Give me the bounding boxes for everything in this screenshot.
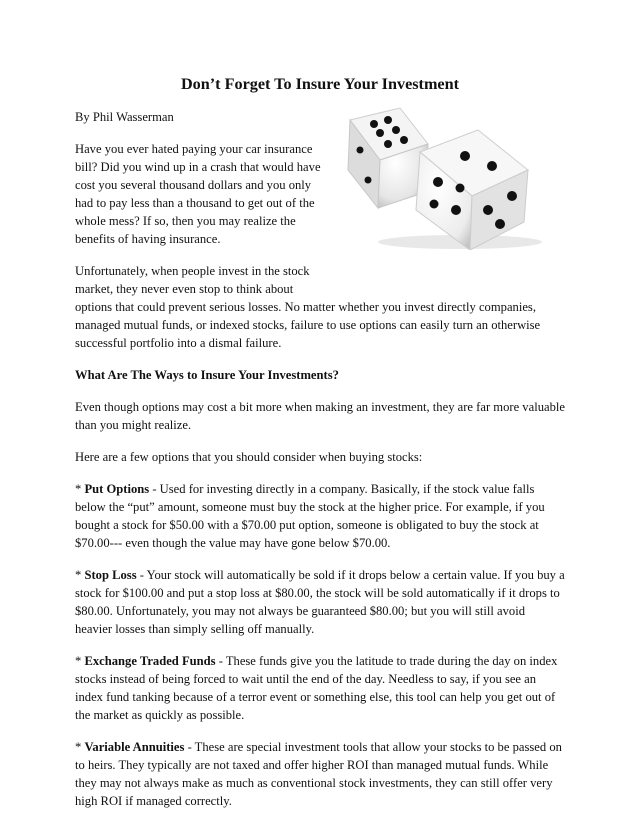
bullet: * bbox=[75, 482, 82, 496]
item-text: - Used for investing directly in a company. Basically, if the stock value falls below the “put” amount, someone must buy the stock at the higher price. For example, if you bought a stock for $50.00 with a $70.00 put option, someone is obligated to buy the stock at $70.00--- even though the value may have gone below $70.00. bbox=[75, 482, 545, 550]
intro-paragraph-2 bbox=[75, 262, 565, 352]
intro-paragraph-2-wrapped: Unfortunately, when people invest in the stock market, they never even stop to think about bbox=[75, 264, 310, 296]
list-item bbox=[75, 738, 565, 810]
bullet: * bbox=[75, 654, 82, 668]
item-text: - These are special investment tools that allow your stocks to be passed on to heirs. They typically are not taxed and offer higher ROI than managed mutual funds. While they may not always make as much as conventional stock investments, they can still offer very high ROI if managed correctly. bbox=[75, 740, 562, 808]
intro-paragraph-2-rest: options that could prevent serious losses. No matter whether you invest directly companies, managed mutual funds, or indexed stocks, failure to use options can easily turn an otherwise successful portfolio into a dismal failure. bbox=[75, 300, 541, 350]
item-term: Stop Loss bbox=[84, 568, 137, 582]
options-paragraph: Even though options may cost a bit more when making an investment, they are far more valuable than you might realize. bbox=[75, 400, 565, 432]
intro-paragraph-1: Have you ever hated paying your car insurance bill? Did you wind up in a crash that would have cost you several thousand dollars and you only had to pay less than a thousand to get out of the whole mess? If so, then you may realize the benefits of having insurance. bbox=[75, 142, 321, 246]
item-text: - Your stock will automatically be sold if it drops below a certain value. If you buy a stock for $100.00 and put a stop loss at $80.00, the stock will be sold automatically if it drops to $80.00. Unfortunately, you may not always be guaranteed $80.00; but you will still avoid heavier losses than simply selling off manually. bbox=[75, 568, 565, 636]
item-text: - These funds give you the latitude to trade during the day on index stocks instead of being forced to wait until the end of the day. Needless to say, if you see an index fund tanking because of a terror event or something else, this tool can help you get out of the market as quickly as possible. bbox=[75, 654, 558, 722]
list-item bbox=[75, 480, 565, 552]
list-item bbox=[75, 652, 565, 724]
bullet: * bbox=[75, 568, 82, 582]
document-body bbox=[75, 74, 565, 824]
bullet: * bbox=[75, 740, 82, 754]
section-heading: What Are The Ways to Insure Your Investments? bbox=[75, 368, 339, 382]
item-term: Variable Annuities bbox=[84, 740, 185, 754]
item-term: Put Options bbox=[84, 482, 150, 496]
byline: By Phil Wasserman bbox=[75, 110, 174, 124]
list-intro-paragraph: Here are a few options that you should consider when buying stocks: bbox=[75, 450, 423, 464]
document-title: Don’t Forget To Insure Your Investment bbox=[180, 75, 460, 93]
list-item bbox=[75, 566, 565, 638]
item-term: Exchange Traded Funds bbox=[84, 654, 216, 668]
